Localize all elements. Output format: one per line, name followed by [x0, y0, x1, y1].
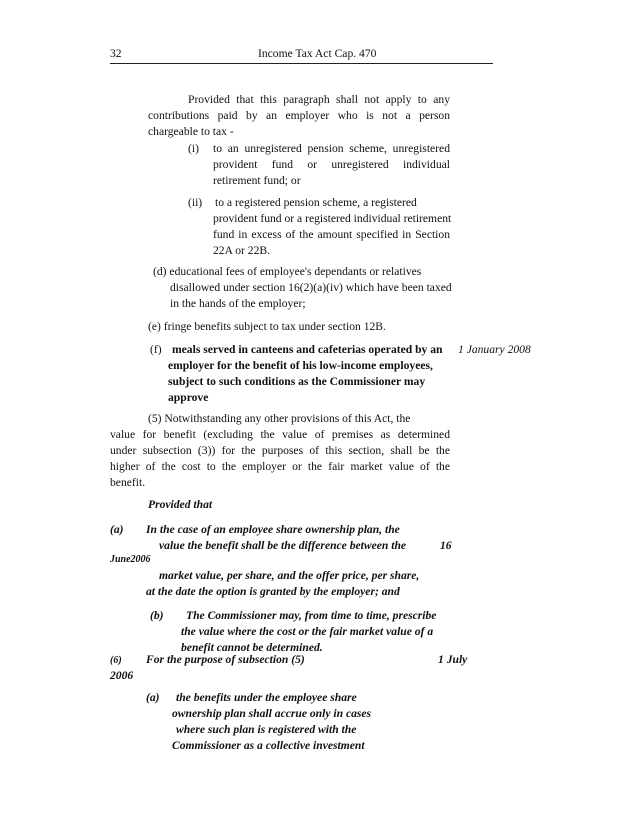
item-line: to an unregistered pension scheme, unregistered	[213, 142, 450, 155]
paragraph-line: under subsection (3)) for the purposes of this section, shall be the	[110, 444, 450, 457]
item-line: fund in excess of the amount specified in Section	[213, 228, 450, 241]
item-marker: (ii)	[188, 196, 203, 209]
item-marker: (b)	[150, 609, 164, 622]
item-line: market value, per share, and the offer price, per share,	[159, 569, 420, 582]
item-line: disallowed under section 16(2)(a)(iv) which have been taxed	[170, 281, 452, 294]
item-line: The Commissioner may, from time to time, prescribe	[186, 609, 437, 622]
item-line: benefit cannot be determined.	[181, 641, 323, 654]
item-line: provident fund or unregistered individual	[213, 158, 450, 171]
proviso-line: contributions paid by an employer who is not a person	[148, 109, 450, 122]
margin-note: 1 January 2008	[458, 343, 531, 356]
item-line: retirement fund; or	[213, 174, 301, 187]
item-line: the value where the cost or the fair market value of a	[181, 625, 434, 638]
item-line: the benefits under the employee share	[176, 691, 357, 704]
item-line: employer for the benefit of his low-income employees,	[168, 359, 433, 372]
item-line: In the case of an employee share ownership plan, the	[146, 523, 400, 536]
margin-note-date: 1 July	[438, 653, 468, 666]
item-line: in the hands of the employer;	[170, 297, 306, 310]
proviso-line: chargeable to tax -	[148, 125, 234, 138]
page-header-title: Income Tax Act Cap. 470	[258, 47, 377, 60]
item-line: subject to such conditions as the Commissioner may	[168, 375, 426, 388]
proviso-line: Provided that this paragraph shall not apply to any	[188, 93, 450, 106]
item-line: ownership plan shall accrue only in cases	[172, 707, 372, 720]
item-line: to a registered pension scheme, a registered	[215, 196, 417, 209]
item-line: meals served in canteens and cafeterias operated by an	[172, 343, 443, 356]
item-marker: (a)	[146, 691, 160, 704]
header-rule	[110, 63, 493, 64]
item-line: at the date the option is granted by the employer; and	[146, 585, 400, 598]
paragraph-line: (5) Notwithstanding any other provisions of this Act, the	[148, 412, 411, 425]
margin-note-day: 16	[440, 539, 452, 552]
item-line: (d) educational fees of employee's dependants or relatives	[153, 265, 422, 278]
paragraph-line: higher of the cost to the employer or the fair market value of the	[110, 460, 450, 473]
item-line: approve	[168, 391, 209, 404]
margin-note-month: June2006	[110, 554, 151, 565]
subsection-heading: For the purpose of subsection (5)	[146, 653, 305, 666]
item-e: (e) fringe benefits subject to tax under section 12B.	[148, 320, 386, 333]
paragraph-line: benefit.	[110, 476, 146, 489]
item-marker: (i)	[188, 142, 199, 155]
paragraph-line: value for benefit (excluding the value of premises as determined	[110, 428, 450, 441]
page-number: 32	[110, 47, 122, 60]
item-line: 22A or 22B.	[213, 244, 271, 257]
item-line: where such plan is registered with the	[176, 723, 357, 736]
item-line: value the benefit shall be the difference between the	[159, 539, 407, 552]
item-marker: (f)	[150, 343, 162, 356]
margin-note-year: 2006	[110, 669, 134, 682]
item-marker: (a)	[110, 523, 124, 536]
subsection-marker: (6)	[110, 655, 122, 666]
item-line: Commissioner as a collective investment	[172, 739, 365, 752]
provided-that-heading: Provided that	[148, 498, 213, 511]
item-line: provident fund or a registered individual retirement	[213, 212, 452, 225]
